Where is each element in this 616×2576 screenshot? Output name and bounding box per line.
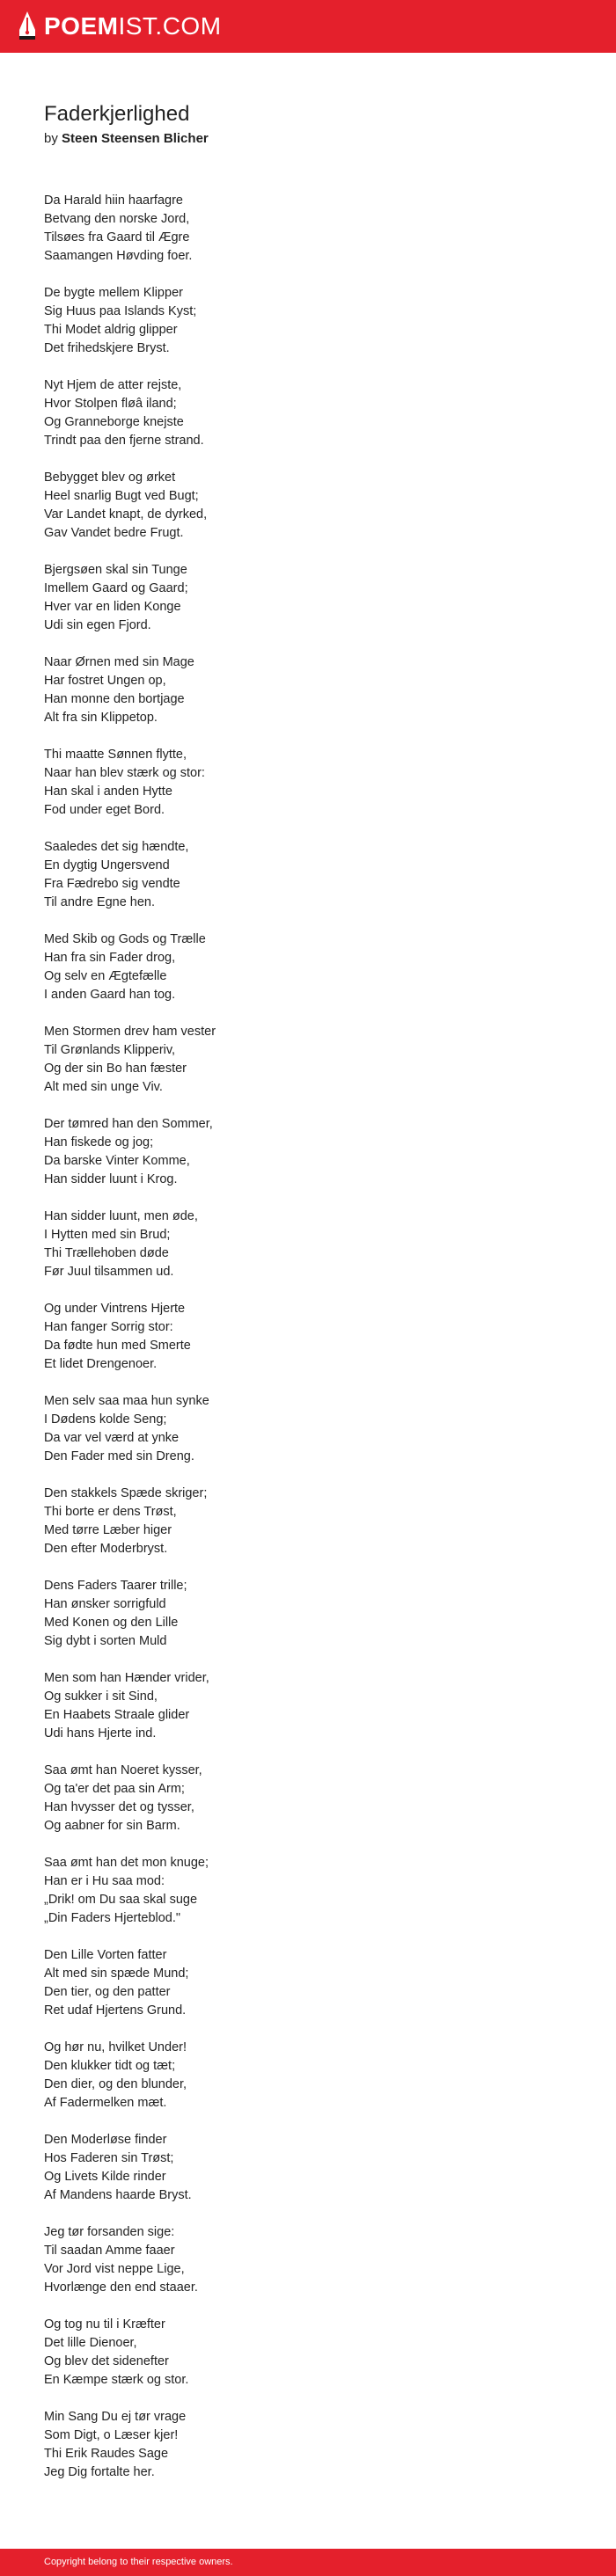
poem-line: En Haabets Straale glider <box>44 1708 190 1722</box>
poem-line: Betvang den norske Jord, <box>44 212 190 226</box>
poem-line: Udi hans Hjerte ind. <box>44 1726 157 1740</box>
poem-line: Den stakkels Spæde skriger; <box>44 1486 208 1500</box>
stanza <box>44 1854 572 1928</box>
poem-line: Han er i Hu saa mod: <box>44 1874 165 1888</box>
stanza <box>44 1300 572 1374</box>
poem-line: Hos Faderen sin Trøst; <box>44 2151 174 2165</box>
poem-line: Og under Vintrens Hjerte <box>44 1302 186 1316</box>
poem-line: De bygte mellem Klipper <box>44 286 183 300</box>
poem-line: Han hvysser det og tysser, <box>44 1800 194 1814</box>
poem-line: Og Livets Kilde rinder <box>44 2170 166 2184</box>
poem-line: Men Stormen drev ham vester <box>44 1025 216 1039</box>
poem-line: Saaledes det sig hændte, <box>44 840 189 854</box>
poem-line: Til Grønlands Klipperiv, <box>44 1043 176 1057</box>
poem-line: Imellem Gaard og Gaard; <box>44 581 188 595</box>
footer-bar <box>0 2549 616 2576</box>
poem-line: Han monne den bortjage <box>44 692 185 706</box>
poem-line: Af Mandens haarde Bryst. <box>44 2188 192 2202</box>
stanza <box>44 838 572 912</box>
poem-line: Den Lille Vorten fatter <box>44 1948 167 1962</box>
poem-line: Den efter Moderbryst. <box>44 1542 168 1556</box>
poem-line: Til saadan Amme faaer <box>44 2244 175 2258</box>
poem-line: Han sidder luunt, men øde, <box>44 1209 198 1223</box>
poem-line: Som Digt, o Læser kjer! <box>44 2428 179 2442</box>
stanza <box>44 930 572 1004</box>
poem-line: I Dødens kolde Seng; <box>44 1412 167 1427</box>
poem-line: Bebygget blev og ørket <box>44 471 176 485</box>
poem-line: Han skal i anden Hytte <box>44 784 172 799</box>
poem-line: Udi sin egen Fjord. <box>44 618 151 632</box>
author-link[interactable]: Steen Steensen Blicher <box>62 131 209 146</box>
poem-line: Til andre Egne hen. <box>44 895 156 909</box>
logo-wordmark <box>44 11 222 42</box>
poem-line: Det frihedskjere Bryst. <box>44 341 170 355</box>
stanza <box>44 2131 572 2205</box>
poem-line: Da fødte hun med Smerte <box>44 1339 191 1353</box>
poem-line: Han sidder luunt i Krog. <box>44 1172 178 1186</box>
poem-line: Naar han blev stærk og stor: <box>44 766 205 780</box>
poem-line: Har fostret Ungen op, <box>44 674 166 688</box>
poem-line: Den dier, og den blunder, <box>44 2077 187 2091</box>
poem-line: Jeg Dig fortalte her. <box>44 2465 155 2479</box>
poem-line: Dens Faders Taarer trille; <box>44 1579 187 1593</box>
poem-line: Den Moderløse finder <box>44 2133 167 2147</box>
by-label: by <box>44 131 58 146</box>
poem-line: Ret udaf Hjertens Grund. <box>44 2003 187 2018</box>
stanza <box>44 2408 572 2482</box>
poem-line: En Kæmpe stærk og stor. <box>44 2373 189 2387</box>
poem-line: Sig dybt i sorten Muld <box>44 1634 167 1648</box>
poem-line: Men som han Hænder vrider, <box>44 1671 209 1685</box>
poem-line: Da var vel værd at ynke <box>44 1431 180 1445</box>
poem-line: Thi Modet aldrig glipper <box>44 323 178 337</box>
poem-line: Før Juul tilsammen ud. <box>44 1265 174 1279</box>
stanza <box>44 469 572 543</box>
logo-bold-part: POEM <box>44 12 119 40</box>
poem-line: Og aabner for sin Barm. <box>44 1819 180 1833</box>
poem-line: Tilsøes fra Gaard til Ægre <box>44 230 190 244</box>
poem-line: Trindt paa den fjerne strand. <box>44 434 204 448</box>
poem-line: Var Landet knapt, de dyrked, <box>44 507 208 522</box>
poem-line: Sig Huus paa Islands Kyst; <box>44 304 197 318</box>
poem-line: Og selv en Ægtefælle <box>44 969 167 983</box>
poem-line: En dygtig Ungersvend <box>44 858 170 872</box>
poem-line: „Drik! om Du saa skal suge <box>44 1893 198 1907</box>
stanza <box>44 284 572 358</box>
poem-line: „Din Faders Hjerteblod." <box>44 1911 181 1925</box>
poem-line: Da Harald hiin haarfagre <box>44 193 183 208</box>
stanza <box>44 1115 572 1189</box>
poem-line: Den tier, og den patter <box>44 1985 171 1999</box>
stanza <box>44 1023 572 1097</box>
poem-line: Thi Erik Raudes Sage <box>44 2447 169 2461</box>
stanza <box>44 1669 572 1743</box>
poem-line: Alt fra sin Klippetop. <box>44 711 158 725</box>
poem-line: Naar Ørnen med sin Mage <box>44 655 194 669</box>
poem-line: Med Konen og den Lille <box>44 1616 179 1630</box>
poem-line: I Hytten med sin Brud; <box>44 1228 171 1242</box>
poem-line: Den Fader med sin Dreng. <box>44 1449 194 1463</box>
stanza <box>44 1392 572 1466</box>
copyright-text: Copyright belong to their respective owners. <box>44 2557 233 2567</box>
poem-line: Han fanger Sorrig stor: <box>44 1320 173 1334</box>
stanza <box>44 376 572 450</box>
site-logo[interactable] <box>18 11 222 42</box>
poem-line: I anden Gaard han tog. <box>44 988 176 1002</box>
pen-nib-icon <box>18 11 37 42</box>
poem-line: Hvor Stolpen fløâ iland; <box>44 397 177 411</box>
stanza <box>44 653 572 727</box>
poem-line: Fod under eget Bord. <box>44 803 165 817</box>
poem-line: Thi Trællehoben døde <box>44 1246 169 1260</box>
stanza <box>44 1762 572 1835</box>
poem-line: Og ta'er det paa sin Arm; <box>44 1782 185 1796</box>
poem-line: Alt med sin unge Viv. <box>44 1080 163 1094</box>
stanza <box>44 746 572 820</box>
stanza <box>44 1485 572 1558</box>
poem-line: Og sukker i sit Sind, <box>44 1689 158 1704</box>
top-bar <box>0 0 616 53</box>
poem-line: Det lille Dienoer, <box>44 2336 137 2350</box>
poem-line: Min Sang Du ej tør vrage <box>44 2410 187 2424</box>
poem-line: Jeg tør forsanden sige: <box>44 2225 175 2239</box>
poem-line: Da barske Vinter Komme, <box>44 1154 190 1168</box>
poem-line: Hver var en liden Konge <box>44 600 181 614</box>
poem-line: Han ønsker sorrigfuld <box>44 1597 166 1611</box>
poem-line: Bjergsøen skal sin Tunge <box>44 563 187 577</box>
poem-line: Med Skib og Gods og Trælle <box>44 932 206 946</box>
poem-line: Med tørre Læber higer <box>44 1523 172 1537</box>
poem-line: Thi borte er dens Trøst, <box>44 1505 177 1519</box>
poem-line: Alt med sin spæde Mund; <box>44 1967 189 1981</box>
poem-line: Saa ømt han Noeret kysser, <box>44 1763 202 1777</box>
poem-line: Heel snarlig Bugt ved Bugt; <box>44 489 199 503</box>
poem-line: Og blev det sidenefter <box>44 2354 169 2368</box>
poem-line: Og der sin Bo han fæster <box>44 1062 187 1076</box>
poem-line: Og tog nu til i Kræfter <box>44 2317 165 2332</box>
stanza <box>44 2223 572 2297</box>
poem-line: Men selv saa maa hun synke <box>44 1394 209 1408</box>
poem-title: Faderkjerlighed <box>44 102 190 126</box>
poem-line: Thi maatte Sønnen flytte, <box>44 748 187 762</box>
poem-header <box>44 101 572 149</box>
poem-line: Saa ømt han det mon knuge; <box>44 1856 209 1870</box>
stanza <box>44 561 572 635</box>
stanza <box>44 1577 572 1651</box>
poem-line: Af Fadermelken mæt. <box>44 2096 167 2110</box>
stanza <box>44 192 572 266</box>
poem-body <box>44 192 572 2500</box>
poem-line: Nyt Hjem de atter rejste, <box>44 378 182 392</box>
stanza <box>44 1208 572 1281</box>
poem-line: Hvorlænge den end staaer. <box>44 2280 198 2295</box>
poem-line: Et lidet Drengenoer. <box>44 1357 158 1371</box>
poem-line: Gav Vandet bedre Frugt. <box>44 526 184 540</box>
poem-line: Han fra sin Fader drog, <box>44 951 176 965</box>
poem-line: Og hør nu, hvilket Under! <box>44 2040 187 2054</box>
stanza <box>44 2316 572 2390</box>
stanza <box>44 2039 572 2113</box>
poem-line: Og Granneborge knejste <box>44 415 184 429</box>
poem-line: Der tømred han den Sommer, <box>44 1117 213 1131</box>
byline <box>44 129 572 149</box>
logo-light-part: IST.COM <box>118 12 222 40</box>
stanza <box>44 1946 572 2020</box>
poem-line: Vor Jord vist neppe Lige, <box>44 2262 185 2276</box>
poem-line: Den klukker tidt og tæt; <box>44 2059 176 2073</box>
poem-line: Fra Fædrebo sig vendte <box>44 877 180 891</box>
poem-line: Saamangen Høvding foer. <box>44 249 193 263</box>
poem-line: Han fiskede og jog; <box>44 1135 154 1149</box>
